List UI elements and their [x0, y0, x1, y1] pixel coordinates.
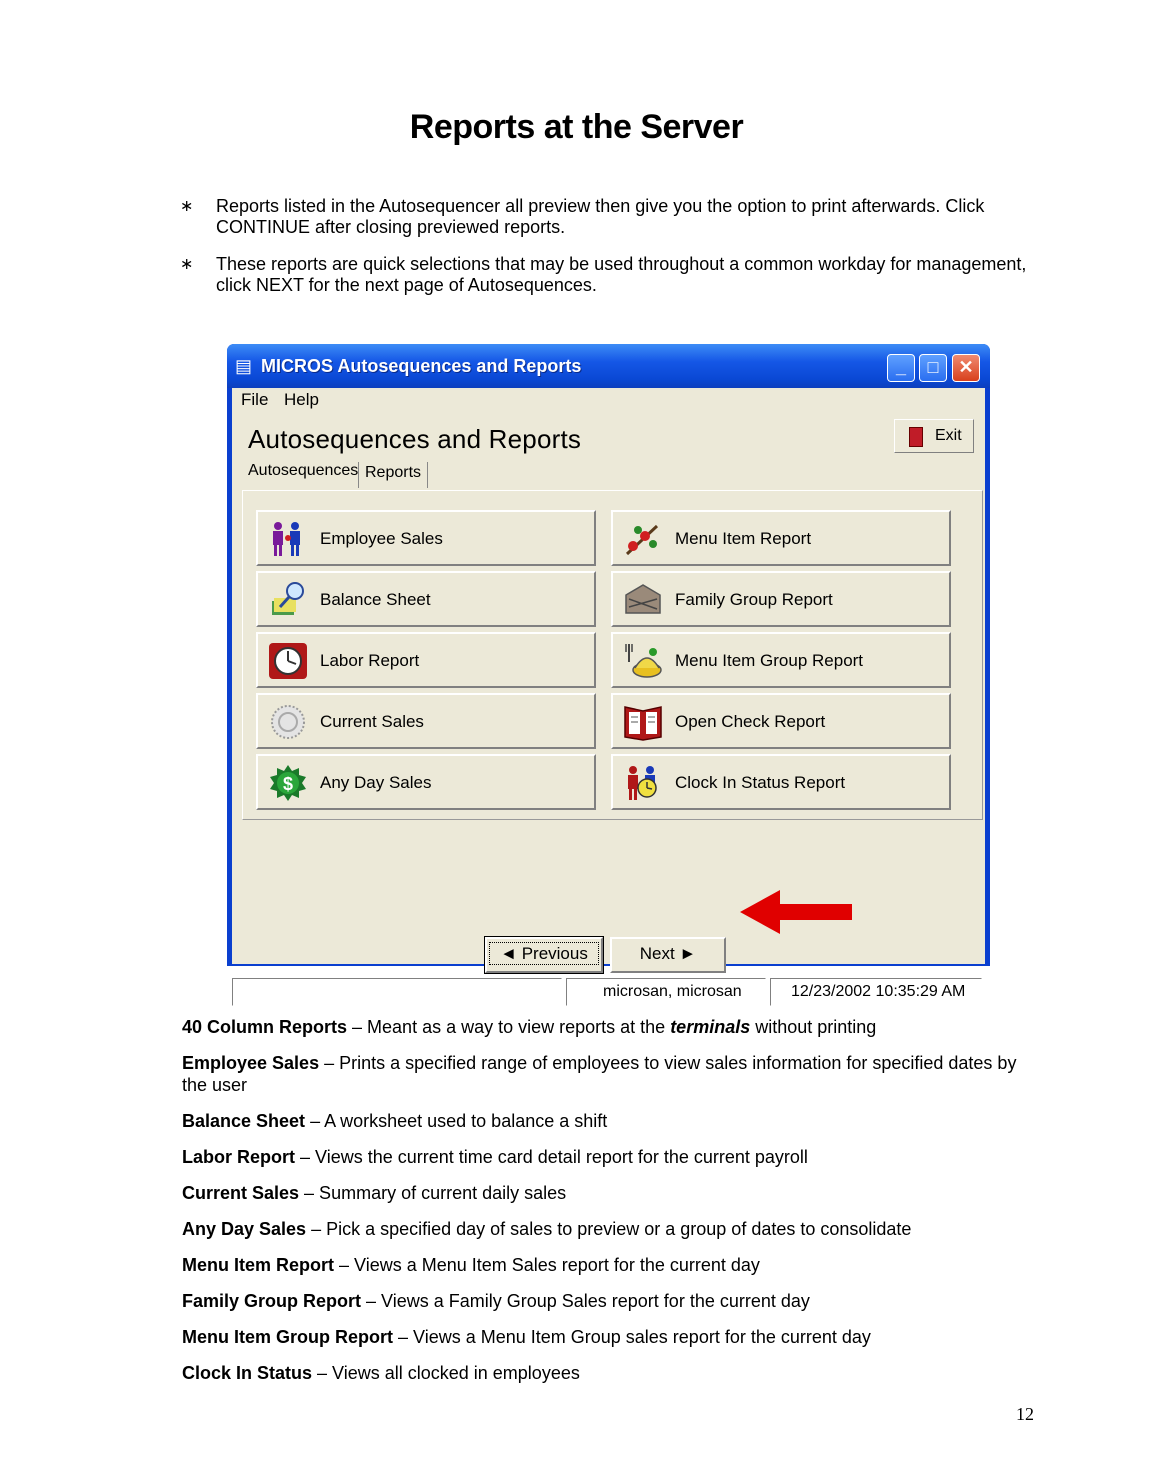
current-sales-button[interactable] [256, 693, 596, 749]
definition-text-after: without printing [750, 1017, 877, 1037]
next-button[interactable] [610, 937, 726, 973]
svg-text:$: $ [282, 774, 294, 794]
definition-item [182, 1326, 1042, 1348]
definition-term: Clock In Status [182, 1363, 313, 1383]
labor-report-label: Labor Report [320, 651, 420, 670]
definition-item [182, 1052, 1042, 1096]
definition-term: Balance Sheet [182, 1111, 306, 1131]
definition-item [182, 1016, 1042, 1038]
title-bar[interactable] [227, 344, 990, 388]
current-sales-icon [268, 703, 308, 741]
employee-sales-icon [268, 520, 308, 558]
menu-bar [232, 388, 985, 412]
balance-sheet-label: Balance Sheet [320, 590, 431, 609]
status-datetime: 12/23/2002 10:35:29 AM [770, 978, 982, 1006]
bullet-item [180, 196, 1040, 238]
definition-term: Employee Sales [182, 1053, 320, 1073]
minimize-button[interactable]: _ [887, 354, 915, 382]
app-icon: ▤ [235, 356, 253, 376]
menu-item-group-report-label: Menu Item Group Report [675, 651, 864, 670]
next-label: Next ► [639, 944, 697, 963]
bullet-mark: ∗ [180, 198, 194, 215]
window-title: MICROS Autosequences and Reports [261, 356, 582, 376]
page-number: 12 [1016, 1404, 1034, 1424]
definition-item [182, 1110, 1042, 1132]
maximize-button[interactable]: □ [919, 354, 947, 382]
clock-in-status-button[interactable] [611, 754, 951, 810]
menu-help[interactable]: Help [284, 390, 319, 409]
previous-label: ◄ Previous [489, 942, 599, 965]
definition-item [182, 1290, 1042, 1312]
clock-in-status-icon [623, 764, 663, 802]
exit-button[interactable] [894, 419, 974, 453]
definition-text: – Summary of current daily sales [299, 1183, 567, 1203]
definition-term: 40 Column Reports [182, 1017, 348, 1037]
page-title: Reports at the Server [409, 108, 744, 146]
menu-item-group-report-button[interactable] [611, 632, 951, 688]
employee-sales-button[interactable] [256, 510, 596, 566]
tab-reports[interactable]: Reports [358, 462, 428, 488]
definition-text: – Meant as a way to view reports at the [347, 1017, 671, 1037]
any-day-sales-label: Any Day Sales [320, 773, 432, 792]
balance-sheet-icon [268, 581, 308, 619]
exit-label: Exit [935, 427, 962, 444]
definition-term: Any Day Sales [182, 1219, 307, 1239]
any-day-sales-icon [268, 764, 308, 802]
definition-text: – Pick a specified day of sales to preview or a group of dates to consolidate [306, 1219, 912, 1239]
definition-text: – Views all clocked in employees [312, 1363, 580, 1383]
family-group-report-label: Family Group Report [675, 590, 833, 609]
employee-sales-label: Employee Sales [320, 529, 443, 548]
balance-sheet-button[interactable] [256, 571, 596, 627]
definition-item [182, 1218, 1042, 1240]
family-group-report-button[interactable] [611, 571, 951, 627]
bullet-text: These reports are quick selections that may be used throughout a common workday for management, click NEXT for the next page of Autosequences. [216, 254, 1027, 295]
menu-file[interactable]: File [241, 390, 269, 409]
bullet-mark: ∗ [180, 256, 194, 273]
tab-autosequences[interactable]: Autosequences [248, 462, 359, 479]
definition-term: Menu Item Report [182, 1255, 335, 1275]
definition-term: Current Sales [182, 1183, 300, 1203]
labor-report-icon [268, 642, 308, 680]
definition-text: – Views a Menu Item Sales report for the current day [334, 1255, 760, 1275]
definition-term: Menu Item Group Report [182, 1327, 393, 1347]
bullet-item [180, 254, 1040, 296]
definition-emphasis: terminals [670, 1017, 751, 1037]
menu-item-report-icon [623, 520, 663, 558]
definition-text: – Views a Family Group Sales report for the current day [361, 1291, 810, 1311]
labor-report-button[interactable] [256, 632, 596, 688]
close-button[interactable]: ✕ [952, 354, 980, 382]
definitions-list [182, 1016, 1042, 1398]
app-window [227, 344, 990, 1000]
clock-in-status-label: Clock In Status Report [675, 773, 846, 792]
definition-text: – Views the current time card detail report for the current payroll [295, 1147, 808, 1167]
definition-text: – Views a Menu Item Group sales report for the current day [393, 1327, 871, 1347]
exit-door-icon [909, 427, 923, 447]
bullet-list [180, 196, 1040, 312]
previous-button[interactable] [485, 937, 603, 973]
open-check-report-button[interactable] [611, 693, 951, 749]
menu-item-report-button[interactable] [611, 510, 951, 566]
window-client [232, 388, 985, 1000]
current-sales-label: Current Sales [320, 712, 424, 731]
definition-term: Labor Report [182, 1147, 296, 1167]
definition-term: Family Group Report [182, 1291, 362, 1311]
any-day-sales-button[interactable] [256, 754, 596, 810]
menu-item-group-report-icon [623, 642, 663, 680]
definition-item [182, 1182, 1042, 1204]
status-cell-blank [232, 978, 562, 1006]
definition-item [182, 1146, 1042, 1168]
status-bar [232, 978, 985, 1006]
status-user: microsan, microsan [566, 978, 766, 1006]
definition-text: – A worksheet used to balance a shift [305, 1111, 608, 1131]
open-check-report-icon [623, 703, 663, 741]
bullet-text: Reports listed in the Autosequencer all preview then give you the option to print afterwards. Click CONTINUE after closing previewed reports. [216, 196, 985, 237]
definition-text: – Prints a specified range of employees to view sales information for specified dates by the user [182, 1053, 1017, 1095]
family-group-report-icon [623, 581, 663, 619]
definition-item [182, 1362, 1042, 1384]
open-check-report-label: Open Check Report [675, 712, 826, 731]
header-title: Autosequences and Reports [248, 424, 582, 454]
menu-item-report-label: Menu Item Report [675, 529, 812, 548]
definition-item [182, 1254, 1042, 1276]
red-arrow-icon [740, 888, 854, 936]
